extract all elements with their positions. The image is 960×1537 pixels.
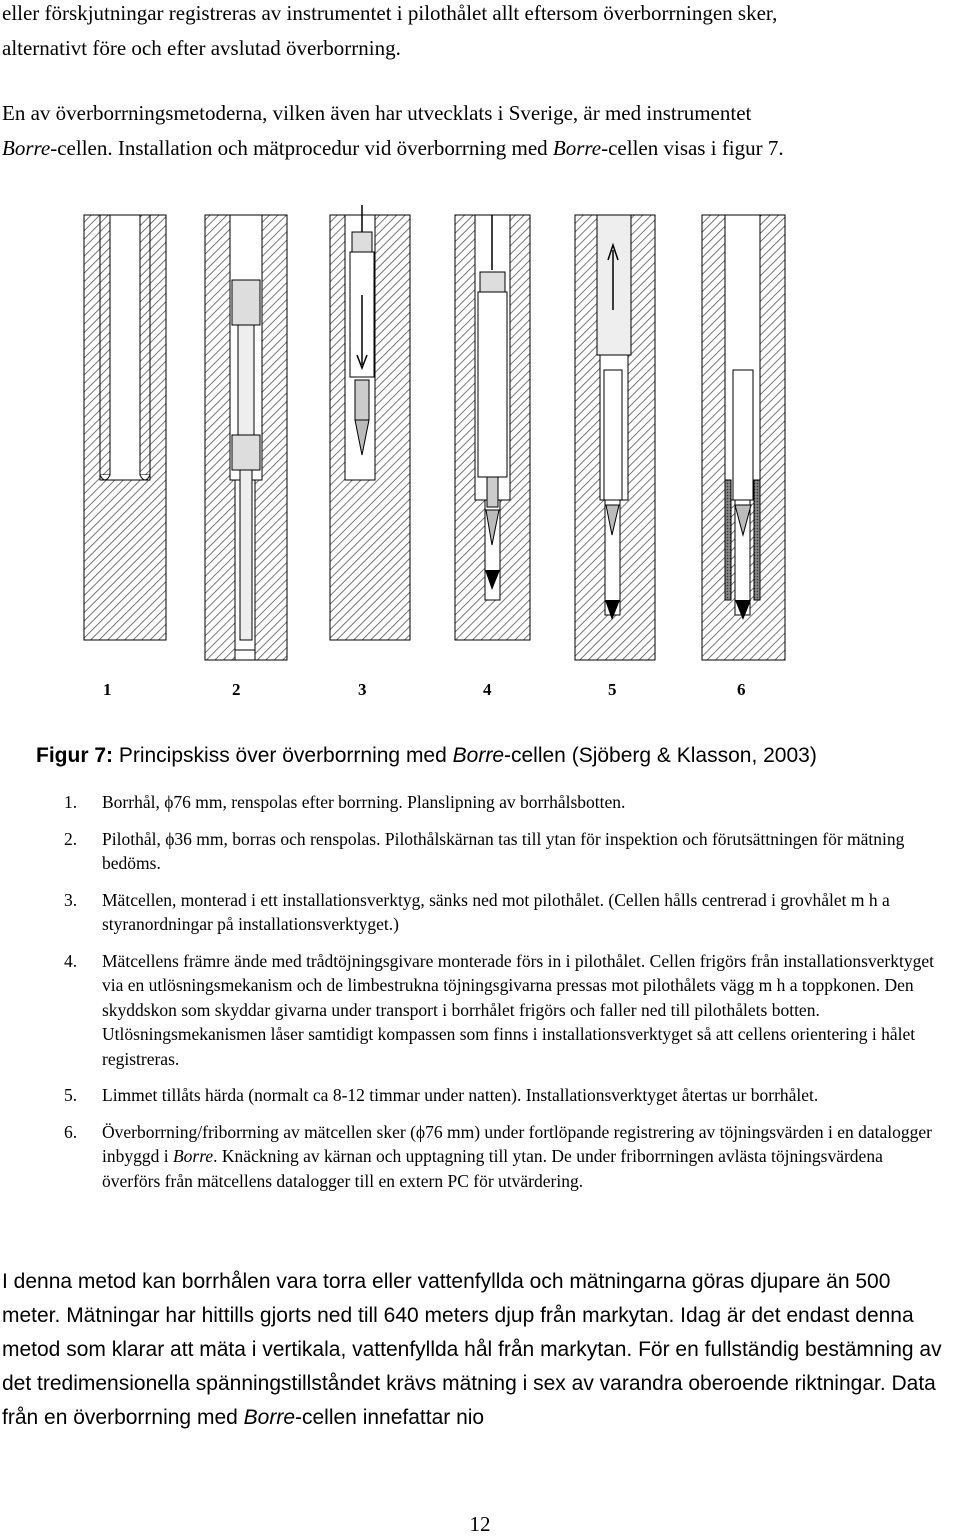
body-borre: Borre [243,1406,295,1429]
panel-1-borehole [84,215,166,640]
step-item [64,1120,944,1194]
panel-2-pilot-hole [205,215,287,660]
step-text-b: . Knäckning av kärnan och upptagning till ytan. De under friborrningen avlästa töjningsvärdena överförs från mätcellens datalogger till en extern PC för utvärdering. [102,1146,883,1191]
step-number: 3. [64,889,78,910]
panel-4-insertion [455,215,530,640]
caption-text-a: Principskiss över överborrning med [113,744,453,767]
panel-label-4: 4 [483,680,492,699]
panel-label-3: 3 [358,680,367,699]
step-item [64,790,944,815]
p2-text-c: -cellen visas i figur 7. [601,136,784,160]
intro-paragraph-2 [2,96,952,166]
panel-5-curing [575,215,655,660]
figure-caption [36,744,817,768]
panel-label-1: 1 [103,680,112,699]
step-borre: Borre [172,1146,214,1166]
intro-line-1: eller förskjutningar registreras av instrumentet i pilothålet allt eftersom överborrningen sker, [2,1,778,25]
step-number: 2. [64,828,78,849]
panel-label-5: 5 [608,680,617,699]
panel-6-overcoring [702,215,785,660]
panel-label-6: 6 [737,680,746,699]
procedure-steps [64,790,944,1205]
panel-label-2: 2 [232,680,241,699]
intro-paragraph-1 [2,0,952,66]
p2-text-a: En av överborrningsmetoderna, vilken även har utvecklats i Sverige, är med instrumentet [2,101,752,125]
step-item [64,888,944,937]
step-number: 4. [64,950,78,971]
step-number: 6. [64,1121,78,1142]
step-number: 1. [64,792,78,812]
step-text: Borrhål, ϕ76 mm, renspolas efter borrning. Planslipning av borrhålsbotten. [102,792,626,812]
caption-borre: Borre [452,744,504,767]
step-item [64,949,944,1072]
body-text-b: -cellen innefattar nio [295,1406,485,1429]
step-text: Limmet tillåts härda (normalt ca 8-12 timmar under natten). Installationsverktyget återtas ur borrhålet. [102,1085,819,1105]
page-number: 12 [469,1512,491,1536]
step-number: 5. [64,1085,78,1105]
intro-line-2: alternativt före och efter avslutad överborrning. [2,36,401,60]
step-item [64,827,944,876]
p2-borre-2: Borre [552,136,602,160]
p2-borre-1: Borre [2,136,51,160]
p2-text-b: -cellen. Installation och mätprocedur vid överborrning med [50,136,553,160]
step-text-a: Överborrning/friborrning av mätcellen sker (ϕ76 mm) under fortlöpande registrering av töjningsvärden i en datalogger inbyggd i [102,1121,932,1166]
step-item [64,1083,944,1108]
panel-3-lowering [330,205,410,640]
caption-prefix: Figur 7: [36,744,113,767]
body-paragraph [2,1265,952,1435]
step-text: Mätcellen, monterad i ett installationsverktyg, sänks ned mot pilothålet. (Cellen hålls centrerad i grovhålet m h a styranordningar på installationsverktyget.) [102,889,890,934]
overcoring-figure [0,170,960,710]
step-text: Pilothål, ϕ36 mm, borras och renspolas. Pilothålskärnan tas till ytan för inspektion och förutsättningen för mätning bedöms. [102,828,905,873]
caption-text-b: -cellen (Sjöberg & Klasson, 2003) [504,744,817,767]
body-text-a: I denna metod kan borrhålen vara torra eller vattenfyllda och mätningarna göras djupare än 500 meter. Mätningar har hittills gjorts ned till 640 meters djup från markytan. Idag är det endast denna metod som klarar att mäta i vertikala, vattenfyllda hål från markytan. För en fullständig bestämning av det tredimensionella spänningstillståndet krävs mätning i sex av varandra oberoende riktningar. Data från en överborrning med [2,1270,942,1429]
step-text: Mätcellens främre ände med trådtöjningsgivare monterade förs in i pilothålet. Cellen frigörs från installationsverktyget via en utlösningsmekanism och de limbestrukna töjningsgivarna pressas mot pilothålets vägg m h a toppkonen. Den skyddskon som skyddar givarna under transport i borrhålet frigörs och faller ned till pilothålets botten. Utlösningsmekanismen låser samtidigt kompassen som finns i installationsverktyget så att cellens orientering i hålet registreras. [102,950,934,1069]
